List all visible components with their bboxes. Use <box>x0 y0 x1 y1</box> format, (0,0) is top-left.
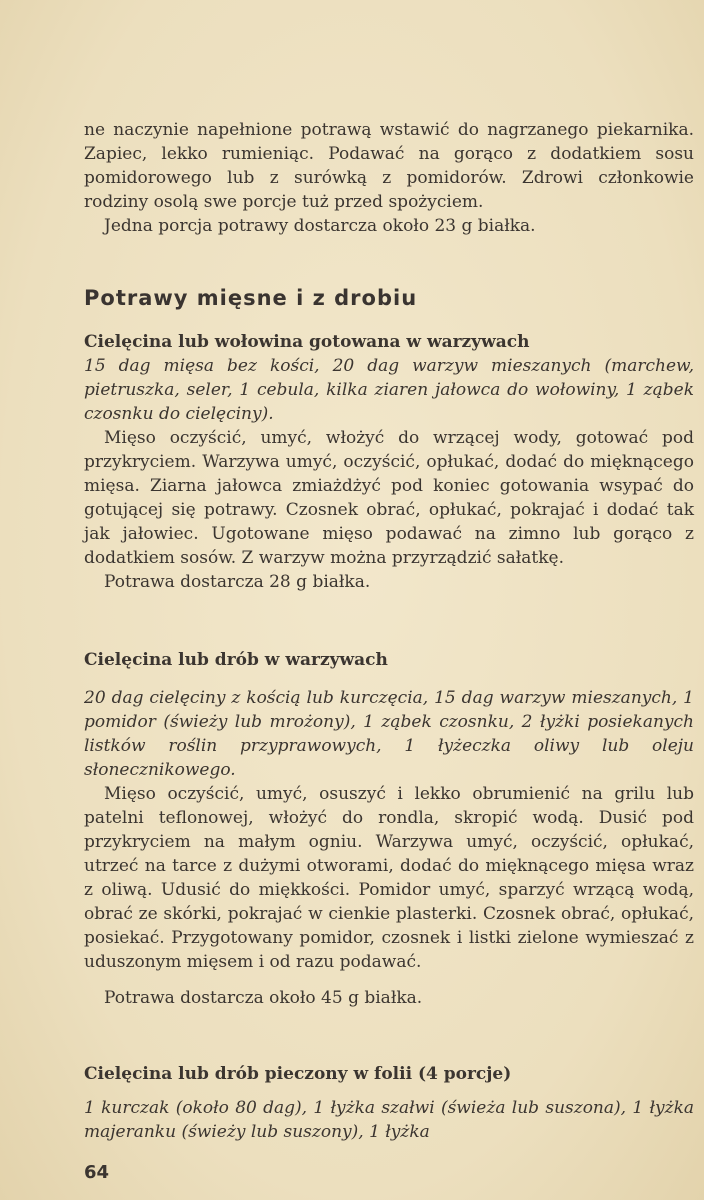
recipe-method: Mięso oczyścić, umyć, osuszyć i lekko obrumienić na grilu lub patelni teflonowej, włożyć do rondla, skropić wodą. Dusić pod przykryciem na małym ogniu. Warzywa umyć, oczyścić, opłukać, utrzeć na tarce z dużymi otworami, dodać do mięknącego mięsa wraz z oliwą. Udusić do miękkości. Pomidor umyć, sparzyć wrzącą wodą, obrać ze skórki, pokrajać w cienkie plasterki. Czosnek obrać, opłukać, posiekać. Przygotowany pomidor, czosnek i listki zielone wymieszać z uduszonym mięsem i od razu podawać. <box>84 784 694 972</box>
recipe-3 <box>84 1062 694 1144</box>
recipe-1 <box>84 330 694 594</box>
recipe-protein: Potrawa dostarcza 28 g białka. <box>104 572 371 592</box>
intro-paragraph: ne naczynie napełnione potrawą wstawić do nagrzanego piekarnika. Zapiec, lekko rumieniąc. Podawać na gorąco z dodatkiem sosu pomidorowego lub z surówką z pomidorów. Zdrowi członkowie rodziny osolą swe porcje tuż przed spożyciem. <box>84 120 694 212</box>
recipe-title: Cielęcina lub drób w warzywach <box>84 650 388 670</box>
recipe-method: Mięso oczyścić, umyć, włożyć do wrzącej wody, gotować pod przykryciem. Warzywa umyć, oczyścić, opłukać, dodać do mięknącego mięsa. Ziarna jałowca zmiażdżyć pod koniec gotowania wsypać do gotującej się potrawy. Czosnek obrać, opłukać, pokrajać i dodać tak jak jałowiec. Ugotowane mięso podawać na zimno lub gorąco z dodatkiem sosów. Z warzyw można przyrządzić sałatkę. <box>84 428 694 568</box>
recipe-ingredients: 1 kurczak (około 80 dag), 1 łyżka szałwi (świeża lub suszona), 1 łyżka majeranku (świeży lub suszony), 1 łyżka <box>84 1098 694 1142</box>
recipe-protein: Potrawa dostarcza około 45 g białka. <box>104 988 423 1008</box>
recipe-title: Cielęcina lub drób pieczony w folii (4 porcje) <box>84 1064 512 1084</box>
section-title: Potrawy mięsne i z drobiu <box>84 286 418 310</box>
recipe-2 <box>84 648 694 1010</box>
intro-block <box>84 118 694 238</box>
page-number: 64 <box>84 1162 110 1183</box>
recipe-ingredients: 15 dag mięsa bez kości, 20 dag warzyw mieszanych (marchew, pietruszka, seler, 1 cebula, kilka ziaren jałowca do wołowiny, 1 ząbek czosnku do cielęciny). <box>84 356 694 424</box>
recipe-title: Cielęcina lub wołowina gotowana w warzywach <box>84 332 530 352</box>
intro-protein-note: Jedna porcja potrawy dostarcza około 23 g białka. <box>104 216 536 236</box>
section-heading-wrap <box>84 286 694 310</box>
recipe-ingredients: 20 dag cielęciny z kością lub kurczęcia, 15 dag warzyw mieszanych, 1 pomidor (świeży lub mrożony), 1 ząbek czosnku, 2 łyżki posiekanych listków roślin przyprawowych, 1 łyżeczka oliwy lub oleju słonecznikowego. <box>84 688 694 780</box>
